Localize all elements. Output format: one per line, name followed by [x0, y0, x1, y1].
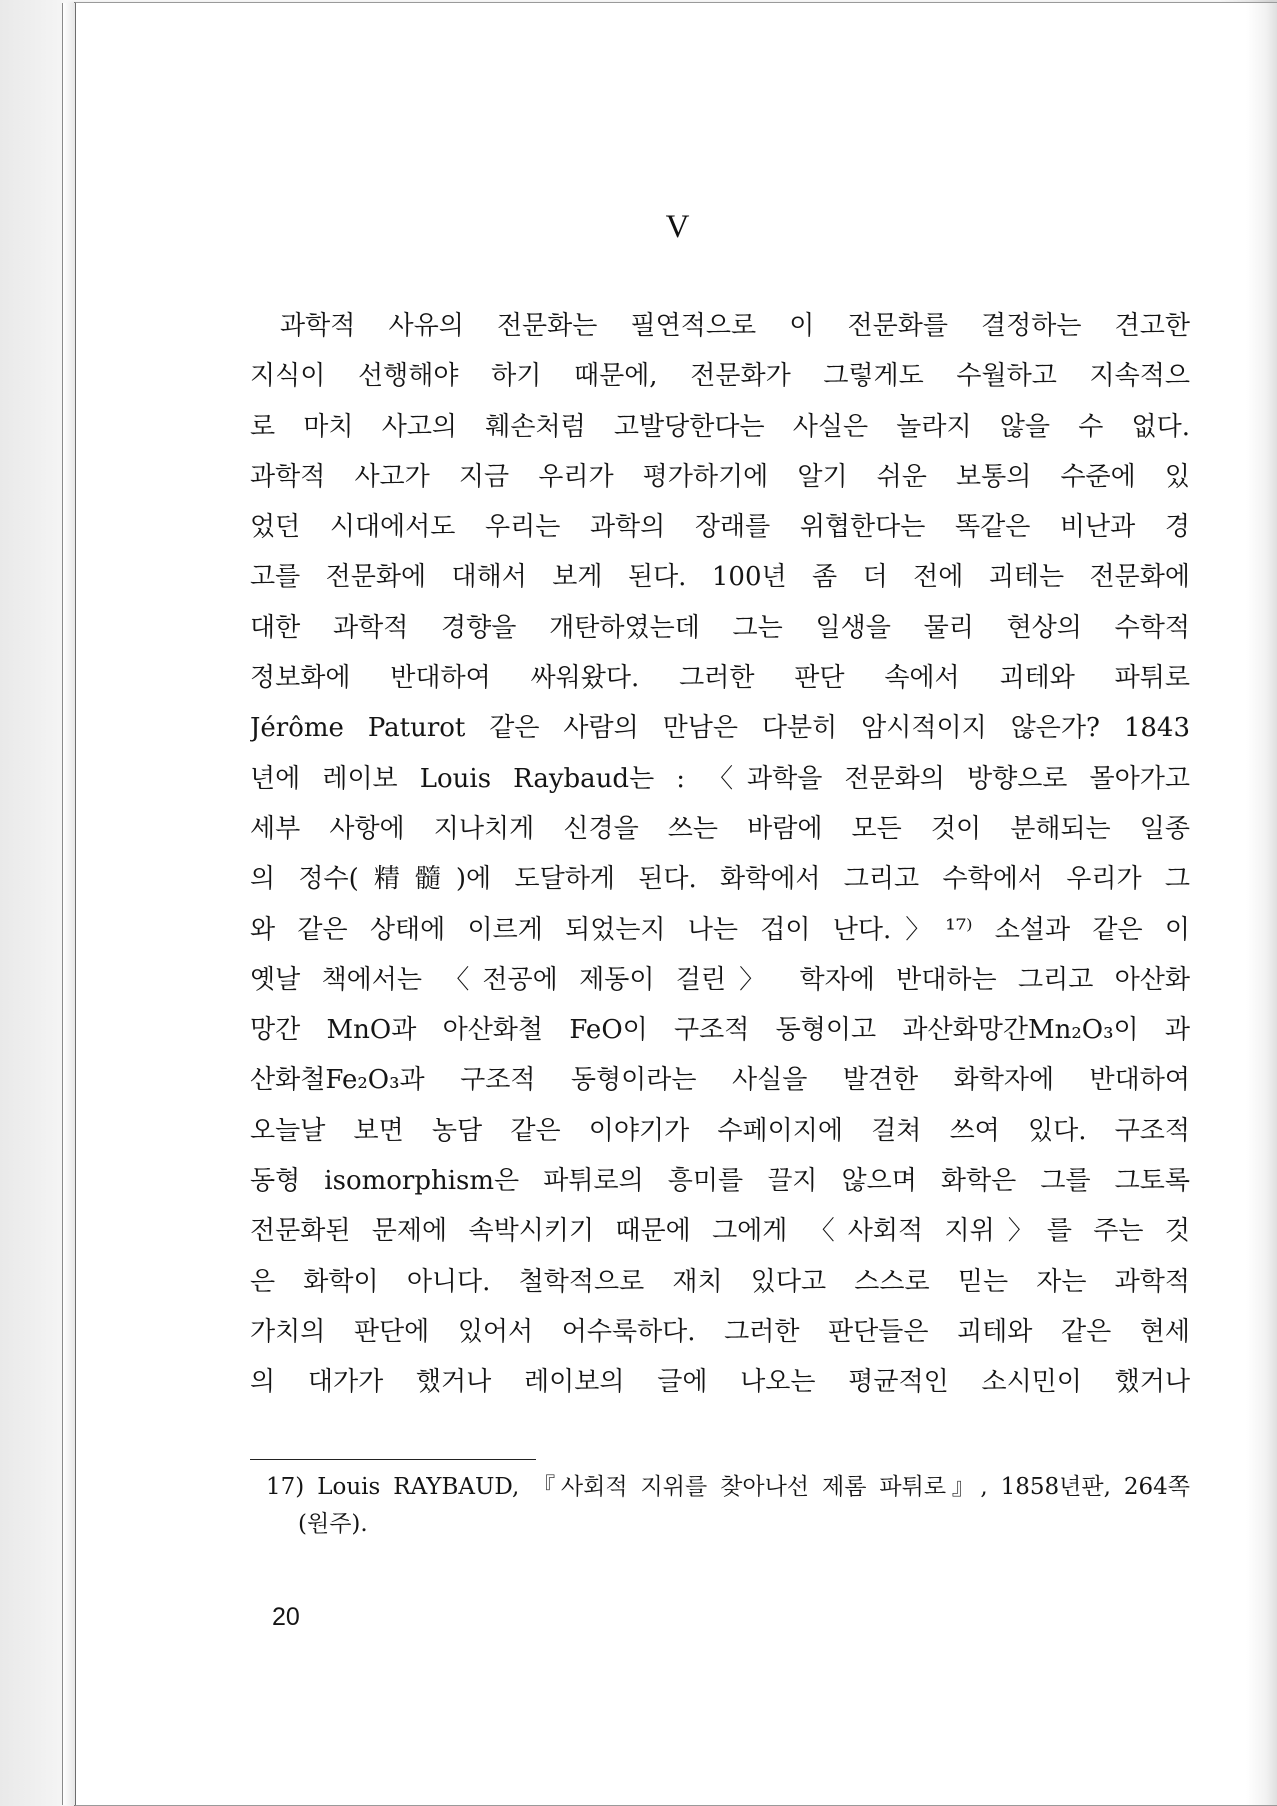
body-line: 과학적 사고가 지금 우리가 평가하기에 알기 쉬운 보통의 수준에 있 [250, 461, 1190, 492]
body-line: 의 대가가 했거나 레이보의 글에 나오는 평균적인 소시민이 했거나 [250, 1367, 1190, 1398]
footnote [266, 1469, 1190, 1543]
body-line: 가치의 판단에 있어서 어수룩하다. 그러한 판단들은 괴테와 같은 현세 [250, 1316, 1190, 1347]
body-line: 옛날 책에서는 〈전공에 제동이 걸린〉 학자에 반대하는 그리고 아산화 [250, 964, 1190, 995]
body-line: 산화철Fe₂O₃과 구조적 동형이라는 사실을 발견한 화학자에 반대하여 [250, 1065, 1190, 1096]
body-line: 과학적 사유의 전문화는 필연적으로 이 전문화를 결정하는 견고한 [280, 311, 1190, 341]
body-line: 었던 시대에서도 우리는 과학의 장래를 위협한다는 똑같은 비난과 경 [250, 512, 1190, 543]
body-line: 세부 사항에 지나치게 신경을 쓰는 바람에 모든 것이 분해되는 일종 [250, 813, 1190, 844]
footnote-divider [250, 1459, 536, 1460]
body-text [250, 301, 1190, 1408]
body-line: 오늘날 보면 농담 같은 이야기가 수페이지에 걸쳐 쓰여 있다. 구조적 [250, 1115, 1190, 1146]
body-line: 망간 MnO과 아산화철 FeO이 구조적 동형이고 과산화망간Mn₂O₃이 과 [250, 1015, 1190, 1046]
body-line: 은 화학이 아니다. 철학적으로 재치 있다고 스스로 믿는 자는 과학적 [250, 1266, 1190, 1297]
body-line: 전문화된 문제에 속박시키기 때문에 그에게 〈사회적 지위〉를 주는 것 [250, 1216, 1190, 1247]
body-line: Jérôme Paturot 같은 사람의 만남은 다분히 암시적이지 않은가? 1843 [250, 713, 1190, 744]
body-line: 년에 레이보 Louis Raybaud는 : 〈과학을 전문화의 방향으로 몰아가고 [250, 763, 1190, 794]
book-page [74, 2, 1277, 1806]
body-line: 고를 전문화에 대해서 보게 된다. 100년 좀 더 전에 괴테는 전문화에 [250, 562, 1190, 593]
footnote-line: 17) Louis RAYBAUD, 『사회적 지위를 찾아나선 제롬 파튀로』, 1858년판, 264쪽 [266, 1474, 1190, 1500]
body-line: 대한 과학적 경향을 개탄하였는데 그는 일생을 물리 현상의 수학적 [250, 612, 1190, 643]
body-line: 의 정수(精髓)에 도달하게 된다. 화학에서 그리고 수학에서 우리가 그 [250, 864, 1190, 895]
body-line: 로 마치 사고의 훼손처럼 고발당한다는 사실은 놀라지 않을 수 없다. [250, 411, 1190, 442]
chapter-heading: V [665, 209, 690, 245]
body-line: 와 같은 상태에 이르게 되었는지 나는 겁이 난다.〉¹⁷⁾ 소설과 같은 이 [250, 914, 1190, 945]
body-line: 지식이 선행해야 하기 때문에, 전문화가 그렇게도 수월하고 지속적으 [250, 361, 1190, 392]
body-line: 정보화에 반대하여 싸워왔다. 그러한 판단 속에서 괴테와 파튀로 [250, 663, 1190, 694]
page-number: 20 [272, 1603, 300, 1631]
body-line: 동형 isomorphism은 파튀로의 흥미를 끌지 않으며 화학은 그를 그토록 [250, 1166, 1190, 1197]
footnote-line: (원주). [298, 1511, 368, 1537]
